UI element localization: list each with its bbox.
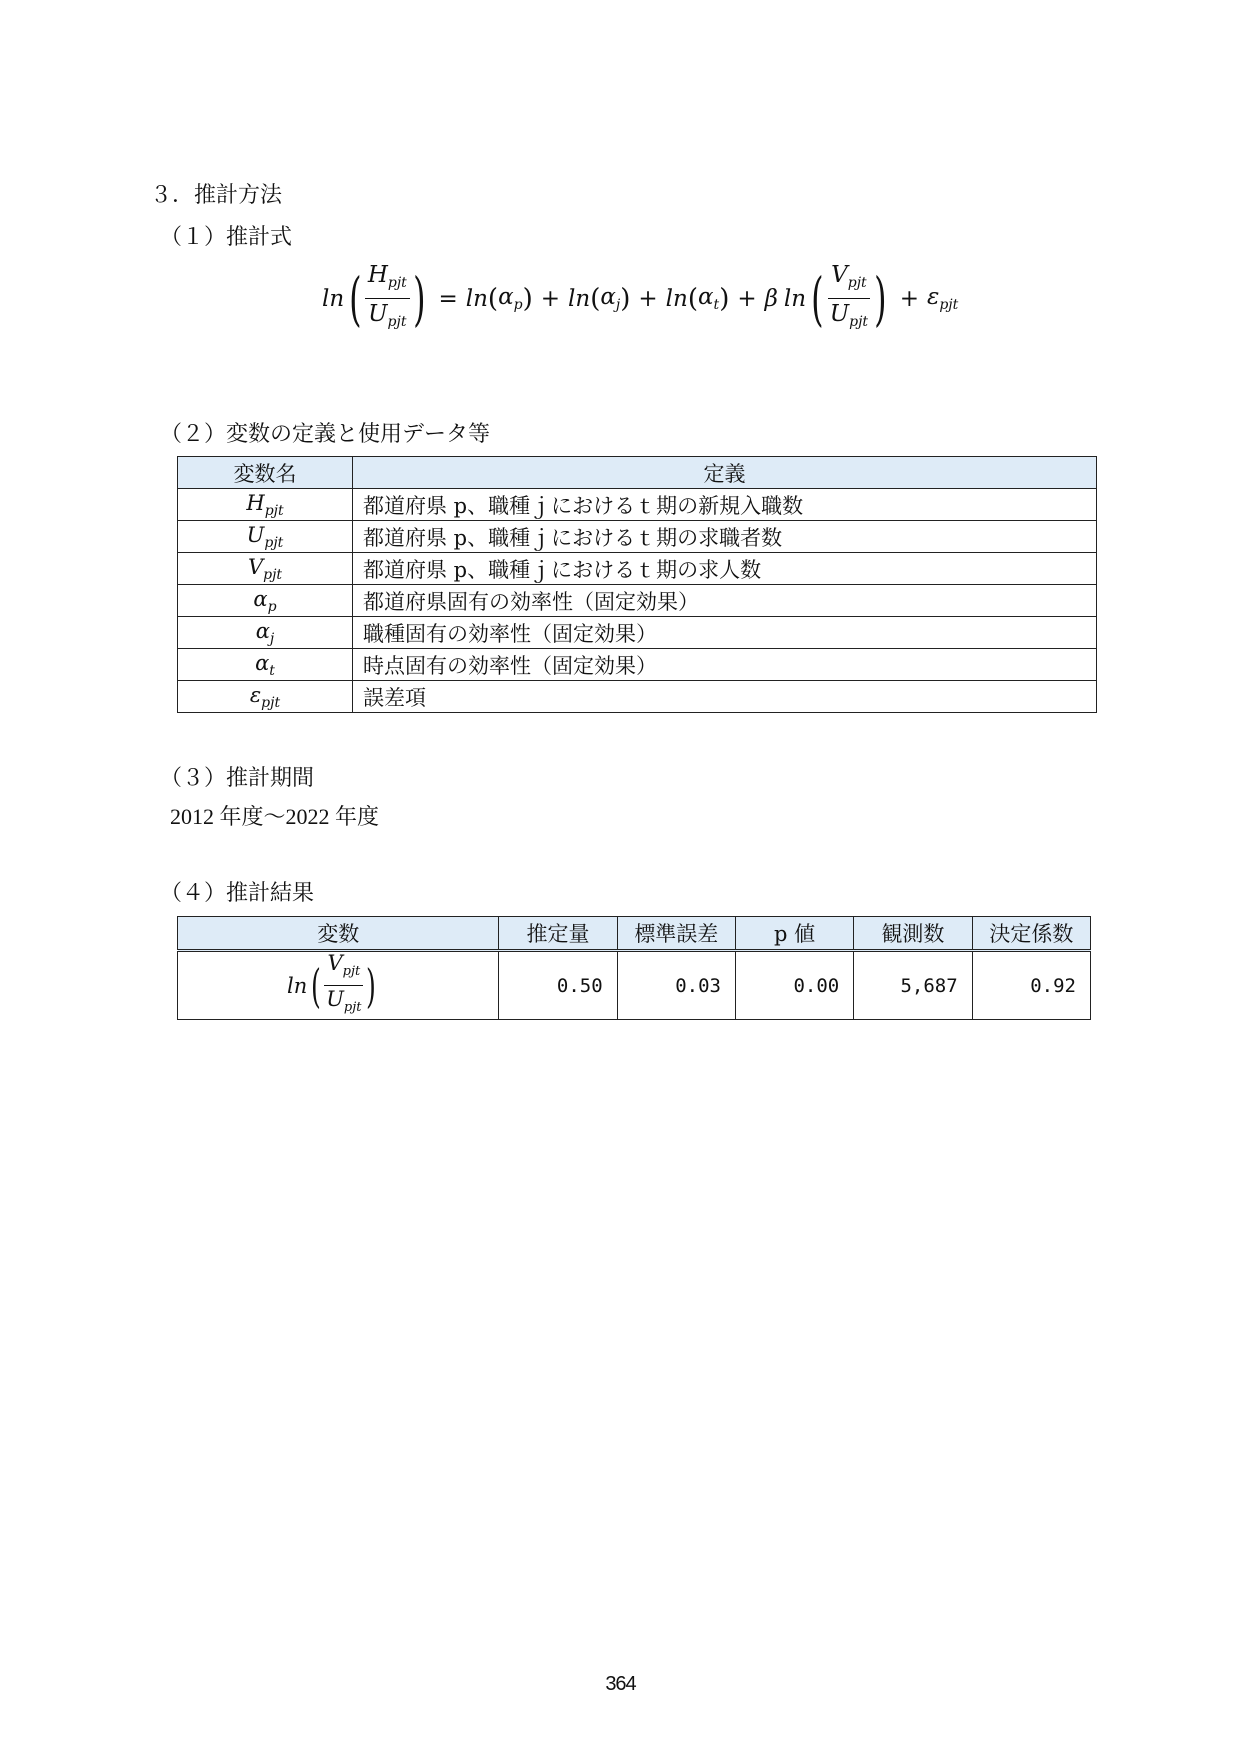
- p-value: 0.00: [735, 951, 853, 1020]
- table-row: [178, 521, 1097, 553]
- definition-cell: 都道府県 p、職種ｊにおけるｔ期の求職者数: [353, 521, 1097, 553]
- header-variable-name: 変数名: [178, 457, 353, 489]
- definitions-header-row: [178, 457, 1097, 489]
- section-title: ３．推計方法: [150, 183, 283, 208]
- table-row: [178, 585, 1097, 617]
- estimation-period: 2012 年度～2022 年度: [170, 804, 380, 829]
- results-row: [178, 951, 1091, 1020]
- definitions-table: [177, 456, 1097, 713]
- subsection-definitions: （２）変数の定義と使用データ等: [160, 422, 491, 447]
- definition-cell: 都道府県 p、職種ｊにおけるｔ期の新規入職数: [353, 489, 1097, 521]
- table-row: [178, 489, 1097, 521]
- header-p-value: p 値: [735, 917, 853, 951]
- definition-cell: 職種固有の効率性（固定効果）: [353, 617, 1097, 649]
- subsection-results: （４）推計結果: [160, 881, 315, 906]
- page-number: 364: [605, 1673, 636, 1695]
- results-table: [177, 916, 1091, 1020]
- header-estimate: 推定量: [499, 917, 617, 951]
- header-definition: 定義: [353, 457, 1097, 489]
- variable-cell: $\varepsilon_{pjt}$: [178, 681, 353, 713]
- table-row: [178, 553, 1097, 585]
- observations-value: 5,687: [854, 951, 972, 1020]
- variable-cell: $\alpha_j$: [178, 617, 353, 649]
- result-variable-cell: [178, 951, 499, 1020]
- estimate-value: 0.50: [499, 951, 617, 1020]
- definition-cell: 都道府県固有の効率性（固定効果）: [353, 585, 1097, 617]
- definition-cell: 誤差項: [353, 681, 1097, 713]
- variable-cell: $\alpha_t$: [178, 649, 353, 681]
- std-error-value: 0.03: [617, 951, 735, 1020]
- variable-cell: $H_{pjt}$: [178, 489, 353, 521]
- results-header-row: [178, 917, 1091, 951]
- header-observations: 観測数: [854, 917, 972, 951]
- variable-cell: $U_{pjt}$: [178, 521, 353, 553]
- header-std-error: 標準誤差: [617, 917, 735, 951]
- header-variable: 変数: [178, 917, 499, 951]
- subsection-formula: （１）推計式: [160, 225, 293, 250]
- ln-v-over-u: ln ( $\frac{V_{pjt}}{U_{pjt}}$ ): [286, 951, 377, 1015]
- r-squared-value: 0.92: [972, 951, 1090, 1020]
- subsection-period: （３）推計期間: [160, 766, 315, 791]
- table-row: [178, 649, 1097, 681]
- header-r-squared: 決定係数: [972, 917, 1090, 951]
- estimation-equation: ln ( $\frac{H_{pjt}}{U_{pjt}}$ ) = ln ( $\alpha_p$ ) + ln ( $\alpha_j$ ) + ln ( $\alpha_t$ ) + β ln ( $\frac{V_{pjt}}{U_{pjt}}$ ) + $\varepsilon_{pjt}$: [322, 262, 959, 333]
- table-row: [178, 617, 1097, 649]
- table-row: [178, 681, 1097, 713]
- variable-cell: $V_{pjt}$: [178, 553, 353, 585]
- variable-cell: $\alpha_p$: [178, 585, 353, 617]
- definition-cell: 都道府県 p、職種ｊにおけるｔ期の求人数: [353, 553, 1097, 585]
- definition-cell: 時点固有の効率性（固定効果）: [353, 649, 1097, 681]
